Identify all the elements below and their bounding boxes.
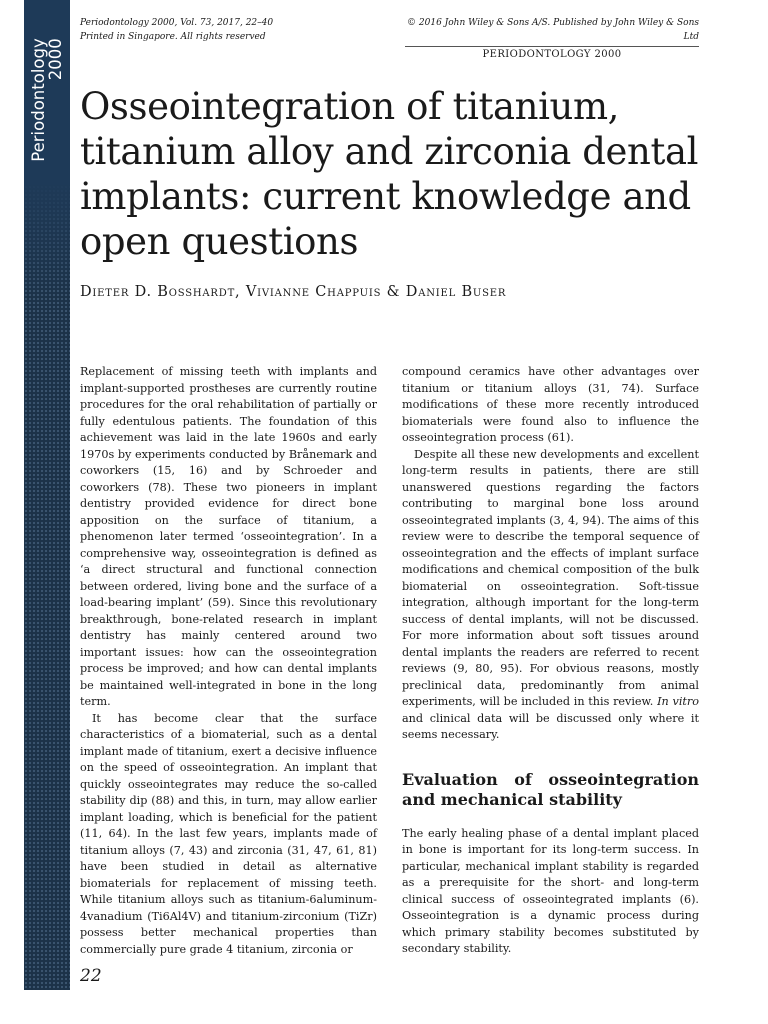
author-list: Dieter D. Bosshardt, Vivianne Chappuis & Daniel Buser bbox=[80, 284, 507, 300]
header-rule bbox=[405, 46, 699, 47]
section-heading: Evaluation of osseointegration and mechanical stability bbox=[402, 769, 699, 809]
citation-line1: Periodontology 2000, Vol. 73, 2017, 22–40 bbox=[80, 18, 274, 28]
side-band-line2: 2000 bbox=[46, 38, 65, 81]
side-band-pattern bbox=[24, 185, 70, 990]
italic-term: In vitro bbox=[657, 695, 699, 708]
journal-side-band bbox=[24, 0, 70, 990]
side-band-fade bbox=[24, 180, 70, 300]
body-column-left bbox=[80, 364, 377, 958]
paragraph-text-end: and clinical data will be discussed only where it seems necessary. bbox=[402, 711, 699, 741]
paragraph: It has become clear that the surface characteristics of a biomaterial, such as a dental implant made of titanium, exert a decisive influence on the speed of osseointegration. An implant that quickly osseointegrates may reduce the so-called stability dip (88) and this, in turn, may allow earlier implant loading, which is beneficial for the patient (11, 64). In the last few years, implants made of titanium alloys (7, 43) and zirconia (31, 47, 61, 81) have been studied in detail as alternative biomaterials for replacement of missing teeth. While titanium alloys such as titanium-6aluminum-4vanadium (Ti6Al4V) and titanium-zirconium (TiZr) possess better mechanical properties than commercially pure grade 4 titanium, zirconia or bbox=[80, 711, 377, 956]
side-band-journal-title bbox=[30, 38, 64, 161]
paragraph: Replacement of missing teeth with implants and implant-supported prostheses are currently routine procedures for the oral rehabilitation of partially or fully edentulous patients. The foundation of this achievement was laid in the late 1960s and early 1970s by experiments conducted by Brånemark and coworkers (15, 16) and by Schroeder and coworkers (78). These two pioneers in implant dentistry provided evidence for direct bone apposition on the surface of titanium, a phenomenon later termed ‘osseointegration’. In a comprehensive way, osseointegration is defined as ‘a direct structural and functional connection between ordered, living bone and the surface of a load-bearing implant’ (59). Since this revolutionary breakthrough, bone-related research in implant dentistry has mainly centered around two important issues: how can the osseointegration process be improved; and how can dental implants be maintained well-integrated in bone in the long term. bbox=[80, 365, 377, 708]
page-number: 22 bbox=[80, 966, 102, 986]
publisher-header bbox=[405, 16, 699, 62]
paragraph: compound ceramics have other advantages over titanium or titanium alloys (31, 74). Surface modifications of these more recently introduced biomaterials were found also to influence the osseointegration process (61). bbox=[402, 365, 699, 444]
article-title: Osseointegration of titanium, titanium alloy and zirconia dental implants: current knowledge and open questions bbox=[80, 85, 699, 263]
body-column-right bbox=[402, 364, 699, 958]
journal-name: PERIODONTOLOGY 2000 bbox=[482, 49, 622, 60]
citation-header bbox=[80, 16, 273, 44]
paragraph bbox=[402, 447, 699, 744]
copyright-line: © 2016 John Wiley & Sons A/S. Published by John Wiley & Sons Ltd bbox=[407, 18, 699, 42]
paragraph: The early healing phase of a dental implant placed in bone is important for its long-term success. In particular, mechanical implant stability is regarded as a prerequisite for the short- and long-term clinical success of osseointegrated implants (6). Osseointegration is a dynamic process during which primary stability becomes substituted by secondary stability. bbox=[402, 826, 699, 955]
side-band-line1: Periodontology bbox=[29, 38, 48, 162]
paragraph-text: Despite all these new developments and excellent long-term results in patients, there are still unanswered questions regarding the factors contributing to marginal bone loss around osseointegrated implants (3, 4, 94). The aims of this review were to describe the temporal sequence of osseointegration and the effects of implant surface modifications and chemical composition of the bulk biomaterial on osseointegration. Soft-tissue integration, although important for the long-term success of dental implants, will not be discussed. For more information about soft tissues around dental implants the readers are referred to recent reviews (9, 80, 95). For obvious reasons, mostly preclinical data, predominantly from animal experiments, will be included in this review. bbox=[402, 447, 699, 708]
citation-line2: Printed in Singapore. All rights reserved bbox=[80, 32, 266, 42]
